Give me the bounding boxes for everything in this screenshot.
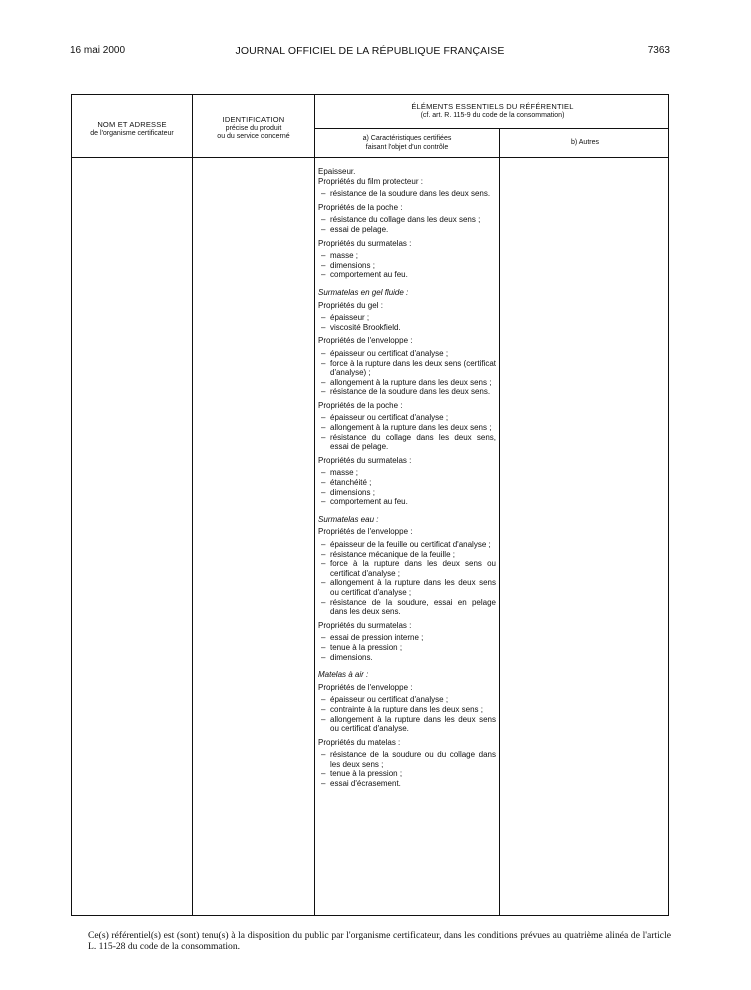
dash-bullet: –: [321, 189, 326, 199]
section-title: Surmatelas en gel fluide :: [318, 287, 409, 297]
property-item-text: contrainte à la rupture dans les deux sens ;: [330, 704, 483, 714]
property-item: [318, 189, 496, 199]
dash-bullet: –: [321, 769, 326, 779]
property-item-text: masse ;: [330, 251, 359, 261]
col-organisme-header: [72, 121, 192, 138]
col-identification-line3: ou du service concerné: [217, 133, 290, 140]
dash-bullet: –: [321, 704, 326, 714]
column-divider-1: [192, 95, 193, 915]
property-group-title: Propriétés du matelas :: [318, 737, 401, 747]
property-item-text: masse ;: [330, 468, 359, 478]
column-divider-3: [499, 128, 500, 915]
property-item: [318, 349, 496, 359]
property-item-text: épaisseur ou certificat d'analyse ;: [330, 348, 449, 358]
dash-bullet: –: [321, 695, 326, 705]
property-item-text: résistance du collage dans les deux sens ;: [330, 215, 481, 225]
column-divider-2: [314, 95, 315, 915]
property-item: [318, 750, 496, 769]
dash-bullet: –: [321, 348, 326, 358]
property-item: [318, 695, 496, 705]
running-head: [70, 44, 670, 58]
property-group-title: Propriétés du surmatelas :: [318, 238, 412, 248]
property-item-text: tenue à la pression ;: [330, 642, 403, 652]
property-item: [318, 769, 496, 779]
property-item-text: épaisseur ;: [330, 313, 370, 323]
property-item-text: allongement à la rupture dans les deux sens ou certificat d'analyse.: [330, 714, 496, 734]
col-organisme-subtitle: de l'organisme certificateur: [90, 129, 174, 137]
property-item-text: dimensions.: [330, 652, 373, 662]
property-group: [318, 683, 496, 734]
property-group: [318, 456, 496, 507]
property-item-text: allongement à la rupture dans les deux sens ou certificat d'analyse ;: [330, 578, 496, 597]
property-item: [318, 550, 496, 560]
property-group: [318, 177, 496, 199]
dash-bullet: –: [321, 497, 326, 507]
property-group: [318, 239, 496, 280]
property-item-text: essai de pelage.: [330, 224, 389, 234]
property-item: [318, 468, 496, 478]
dash-bullet: –: [321, 215, 326, 225]
property-group-title: Propriétés du gel :: [318, 300, 383, 310]
property-item-text: dimensions ;: [330, 487, 375, 497]
dash-bullet: –: [321, 549, 326, 559]
property-group: [318, 401, 496, 452]
issue-date: 16 mai 2000: [70, 45, 126, 56]
dash-bullet: –: [321, 487, 326, 497]
col-identification-title: IDENTIFICATION: [222, 115, 285, 124]
property-group-title: Propriétés de l'enveloppe :: [318, 336, 413, 346]
property-item-text: étanchéité ;: [330, 478, 372, 488]
property-group-title: Propriétés du film protecteur :: [318, 176, 423, 186]
dash-bullet: –: [321, 251, 326, 261]
subcol-a-line2: faisant l'objet d'un contrôle: [365, 143, 449, 151]
header-bottom-rule: [72, 157, 668, 158]
footer-note: Ce(s) référentiel(s) est (sont) tenu(s) à la disposition du public par l'organisme certificateur, dans les conditions prévues au quatrième alinéa de l'article L. 115-28 du code de la consommation.: [88, 930, 671, 952]
property-item: [318, 598, 496, 617]
property-item: [318, 578, 496, 597]
property-item: [318, 323, 496, 333]
epaisseur-line: Epaisseur.: [318, 167, 356, 176]
property-item-text: comportement au feu.: [330, 497, 408, 507]
property-item-text: force à la rupture dans les deux sens ou certificat d'analyse ;: [330, 559, 496, 578]
dash-bullet: –: [321, 597, 326, 607]
property-group-title: Propriétés de l'enveloppe :: [318, 527, 413, 537]
dash-bullet: –: [321, 313, 326, 323]
property-item-text: tenue à la pression ;: [330, 769, 403, 779]
dash-bullet: –: [321, 377, 326, 387]
dash-bullet: –: [321, 559, 326, 569]
reference-table: [71, 94, 669, 916]
dash-bullet: –: [321, 642, 326, 652]
dash-bullet: –: [321, 779, 326, 789]
property-item-text: résistance de la soudure dans les deux sens.: [330, 387, 491, 397]
dash-bullet: –: [321, 714, 326, 724]
property-item: [318, 705, 496, 715]
section-title: Surmatelas eau :: [318, 514, 379, 524]
property-item: [318, 261, 496, 271]
subcol-b-title: b) Autres: [570, 139, 599, 146]
col-identification-header: [193, 116, 314, 142]
property-item: [318, 633, 496, 643]
property-group: [318, 621, 496, 662]
property-item-text: allongement à la rupture dans les deux sens ;: [330, 423, 492, 433]
col-organisme-title: NOM ET ADRESSE: [97, 120, 167, 129]
property-item: [318, 478, 496, 488]
dash-bullet: –: [321, 750, 326, 760]
dash-bullet: –: [321, 478, 326, 488]
property-item-text: résistance mécanique de la feuille ;: [330, 549, 455, 559]
col-elements-title: ÉLÉMENTS ESSENTIELS DU RÉFÉRENTIEL: [411, 102, 574, 111]
property-item: [318, 378, 496, 388]
dash-bullet: –: [321, 652, 326, 662]
property-item: [318, 225, 496, 235]
subcol-a-header: [315, 135, 499, 152]
property-item-text: résistance de la soudure, essai en pelage dans les deux sens.: [330, 597, 496, 617]
property-item: [318, 779, 496, 789]
property-item-text: résistance de la soudure dans les deux sens.: [330, 189, 491, 199]
property-item: [318, 387, 496, 397]
subcol-a-line1: a) Caractéristiques certifiées: [362, 135, 452, 142]
dash-bullet: –: [321, 260, 326, 270]
property-item: [318, 313, 496, 323]
property-item: [318, 433, 496, 452]
col-elements-subtitle: (cf. art. R. 115-9 du code de la consommation): [420, 111, 565, 119]
dash-bullet: –: [321, 413, 326, 423]
dash-bullet: –: [321, 633, 326, 643]
dash-bullet: –: [321, 224, 326, 234]
property-item: [318, 413, 496, 423]
property-group: [318, 336, 496, 397]
property-group-title: Propriétés de la poche :: [318, 400, 403, 410]
dash-bullet: –: [321, 578, 326, 588]
section-title: Matelas à air :: [318, 670, 369, 680]
property-group-title: Propriétés du surmatelas :: [318, 455, 412, 465]
property-item-text: essai de pression interne ;: [330, 633, 424, 643]
property-item: [318, 559, 496, 578]
property-item: [318, 497, 496, 507]
property-group-title: Propriétés de l'enveloppe :: [318, 682, 413, 692]
property-item-text: résistance de la soudure ou du collage dans les deux sens ;: [330, 750, 496, 769]
dash-bullet: –: [321, 270, 326, 280]
property-item-text: dimensions ;: [330, 260, 375, 270]
property-item: [318, 715, 496, 734]
dash-bullet: –: [321, 358, 326, 368]
property-item-text: épaisseur de la feuille ou certificat d'analyse ;: [330, 540, 491, 549]
property-item: [318, 270, 496, 280]
dash-bullet: –: [321, 322, 326, 332]
dash-bullet: –: [321, 432, 326, 442]
property-group: [318, 301, 496, 333]
journal-title: JOURNAL OFFICIEL DE LA RÉPUBLIQUE FRANÇAISE: [235, 45, 505, 57]
property-item-text: force à la rupture dans les deux sens (certificat d'analyse) ;: [330, 358, 496, 378]
subcol-b-header: [500, 139, 670, 148]
property-item-text: comportement au feu.: [330, 270, 408, 280]
header-subdivider: [314, 128, 668, 129]
property-item: [318, 488, 496, 498]
property-item: [318, 423, 496, 433]
characteristics-cell: [318, 167, 496, 793]
property-group-title: Propriétés du surmatelas :: [318, 620, 412, 630]
property-item: [318, 359, 496, 378]
property-group: [318, 527, 496, 616]
col-elements-header: [315, 103, 670, 120]
col-identification-line2: précise du produit: [225, 124, 282, 132]
property-item-text: essai d'écrasement.: [330, 779, 401, 789]
dash-bullet: –: [321, 423, 326, 433]
property-group: [318, 203, 496, 235]
property-item: [318, 251, 496, 261]
property-item-text: épaisseur ou certificat d'analyse ;: [330, 695, 449, 705]
dash-bullet: –: [321, 468, 326, 478]
property-group: [318, 738, 496, 789]
property-item-text: résistance du collage dans les deux sens, essai de pelage.: [330, 432, 496, 452]
property-item-text: viscosité Brookfield.: [330, 322, 401, 332]
property-item: [318, 653, 496, 663]
property-item-text: allongement à la rupture dans les deux sens ;: [330, 377, 492, 387]
dash-bullet: –: [321, 540, 326, 549]
property-item: [318, 643, 496, 653]
property-item: [318, 540, 496, 550]
property-group-title: Propriétés de la poche :: [318, 202, 403, 212]
property-item-text: épaisseur ou certificat d'analyse ;: [330, 413, 449, 423]
dash-bullet: –: [321, 387, 326, 397]
page-number: 7363: [647, 45, 670, 56]
property-item: [318, 215, 496, 225]
